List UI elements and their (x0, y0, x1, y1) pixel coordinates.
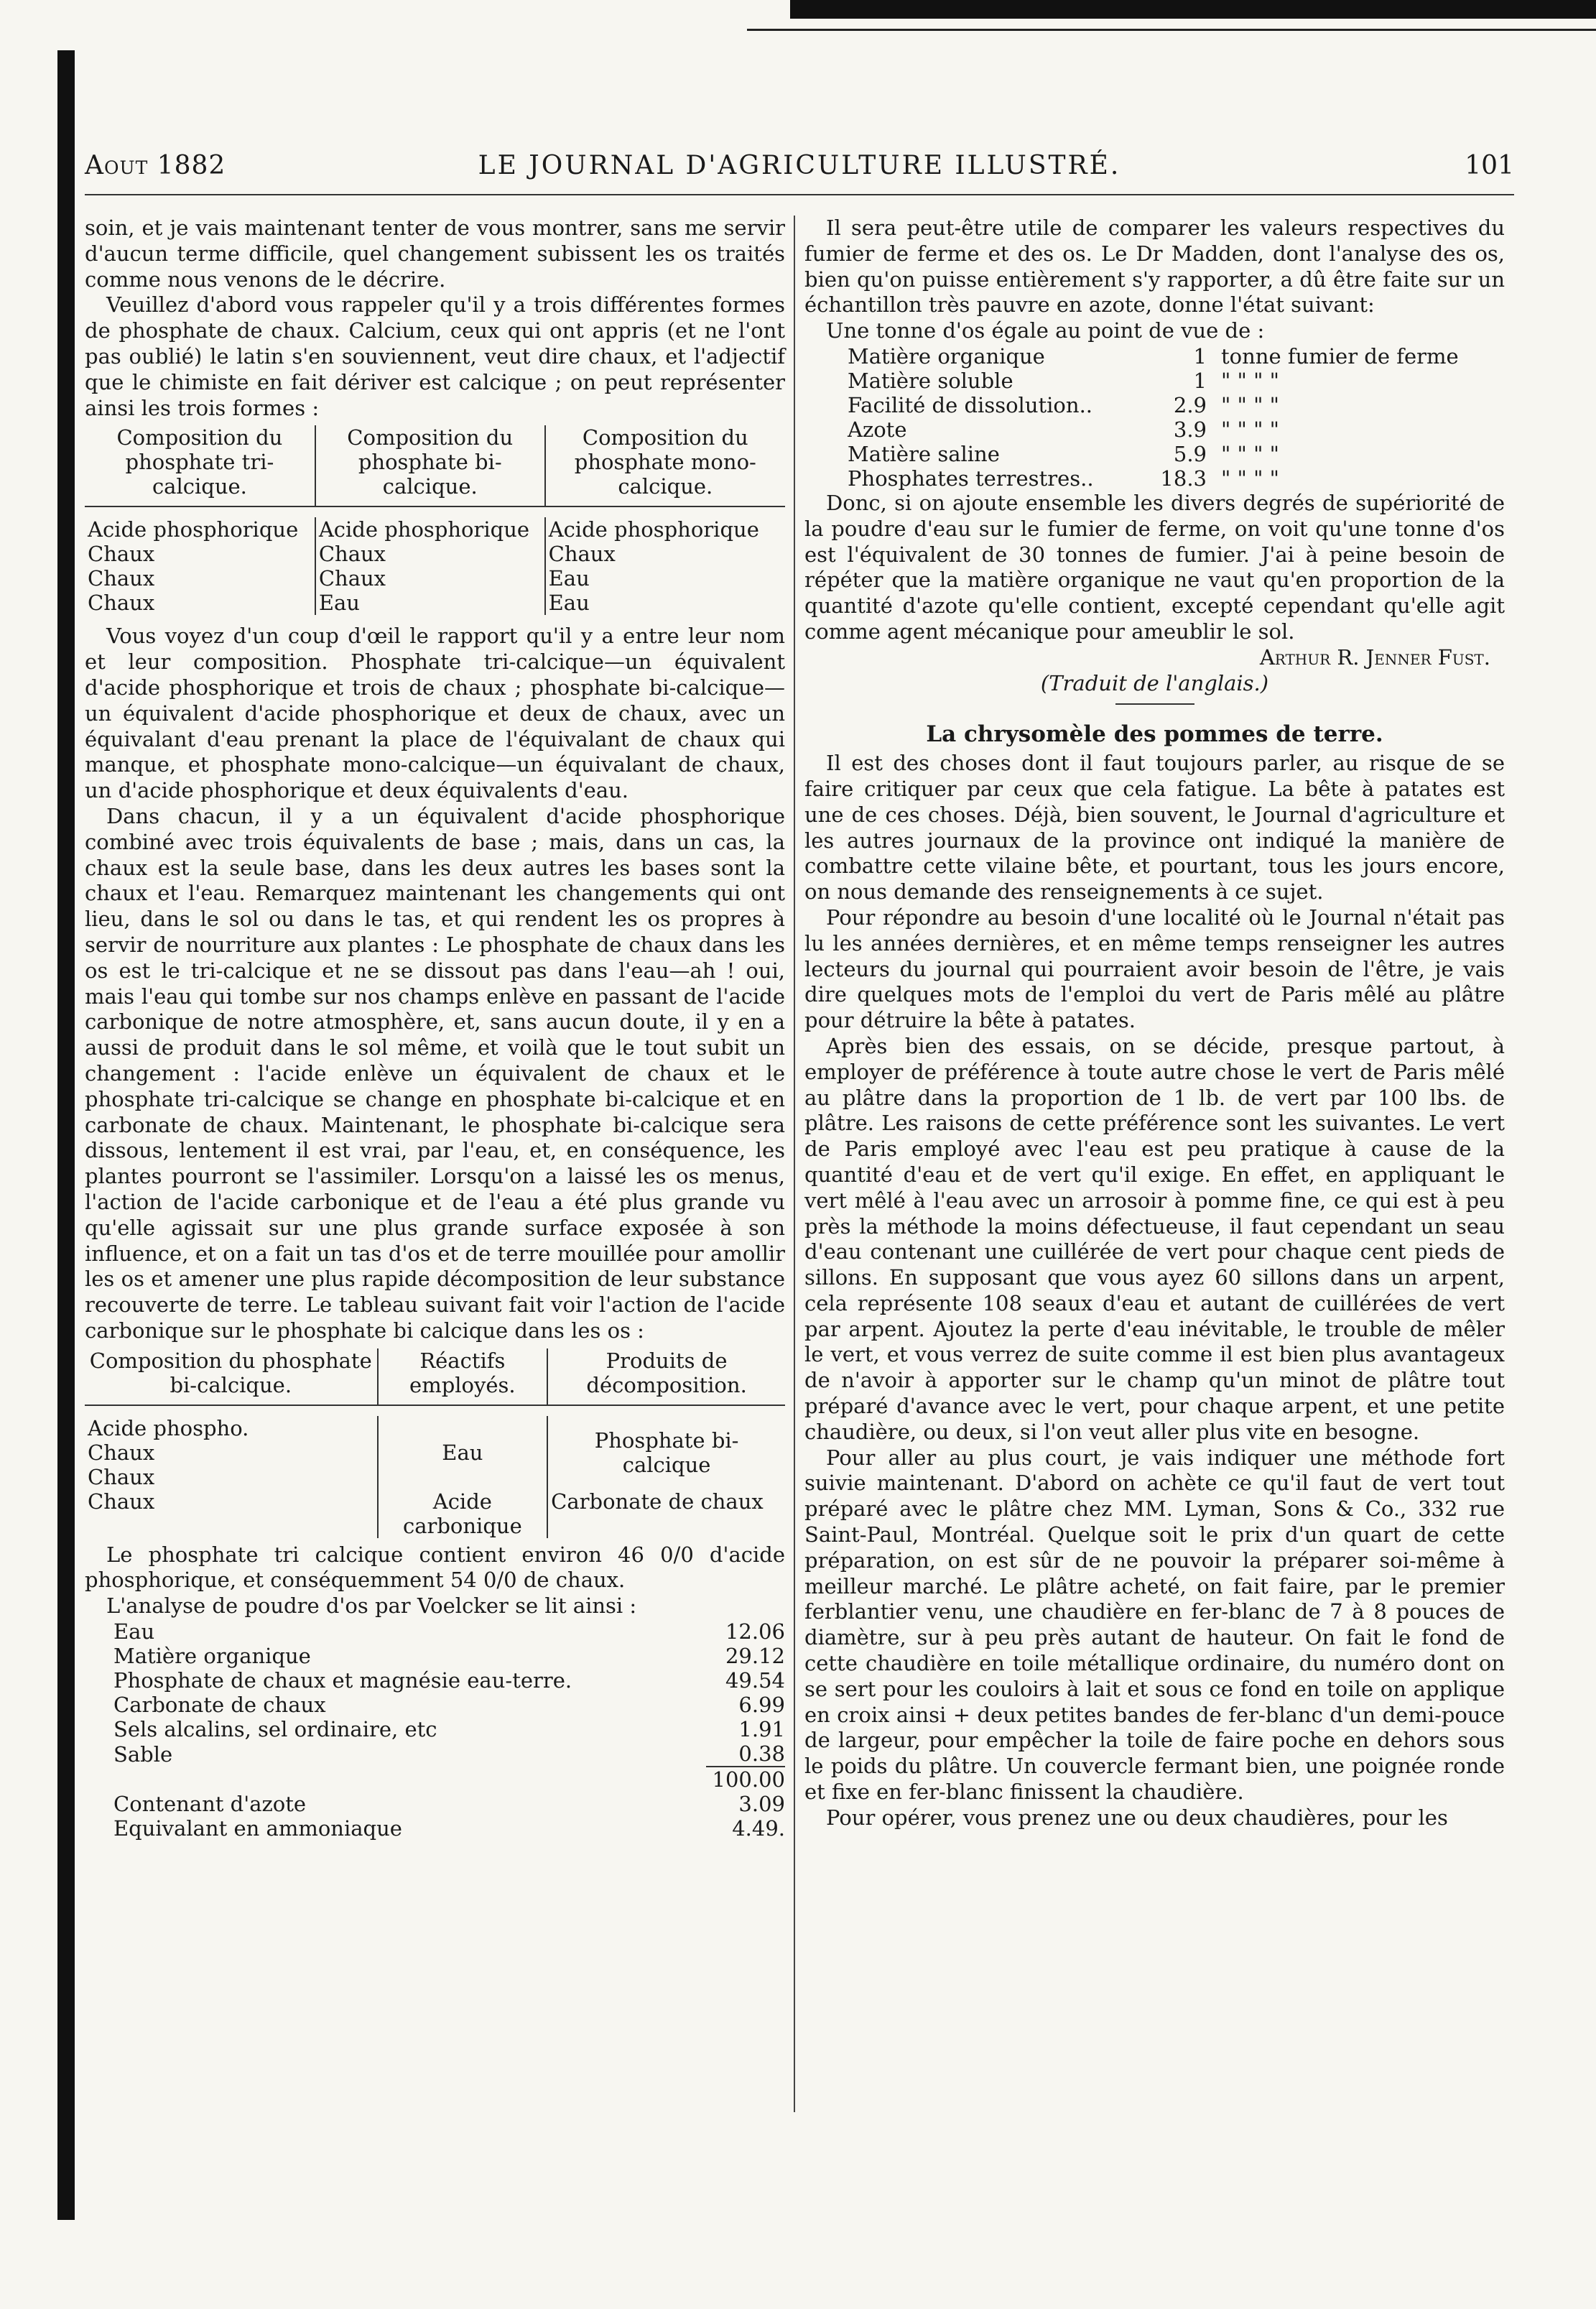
table-row (85, 591, 785, 615)
table-row (85, 1644, 785, 1668)
table-row (85, 1816, 785, 1841)
table-row (85, 1489, 785, 1538)
reaction-table (85, 1348, 785, 1538)
table-row (85, 566, 785, 591)
table-row (804, 466, 1505, 491)
right-column (804, 216, 1505, 1831)
table-header: Réactifs employés. (378, 1348, 548, 1405)
paragraph: Le phosphate tri calcique contient environ 46 0/0 d'acide phosphorique, et conséquemment 54 0/0 de chaux. (85, 1542, 785, 1593)
compare-label: Azote (848, 417, 907, 442)
analysis-label: Equivalant en ammoniaque (113, 1816, 402, 1841)
analysis-label: Phosphate de chaux et magnésie eau-terre. (113, 1668, 572, 1693)
compare-value: 2.9 (1173, 392, 1207, 417)
compare-value: 1 (1193, 343, 1207, 369)
section-divider (1115, 703, 1194, 705)
table-cell: Chaux (88, 591, 155, 616)
compare-text: " " " " (1221, 392, 1280, 417)
compare-text: " " " " (1221, 441, 1280, 466)
table-cell: Phosphate bi-calcique (547, 1416, 785, 1489)
table-cell: Chaux (315, 566, 545, 591)
table-cell: Chaux (88, 566, 155, 591)
table-cell: Chaux (315, 542, 545, 566)
compare-label: Facilité de dissolution.. (848, 392, 1093, 417)
table-cell: Acide phosphorique (545, 517, 785, 542)
paragraph: L'analyse de poudre d'os par Voelcker se lit ainsi : (106, 1593, 637, 1619)
paragraph: Dans chacun, il y a un équivalent d'acide phosphorique combiné avec trois équivalents de base ; mais, dans un cas, la chaux est la seule base, dans les deux autres les bases sont la chaux et l'eau. Remarquez maintenant les changements qui ont lieu, dans le sol ou dans le tas, et qui rendent les os propres à servir de nourriture aux plantes : Le phosphate de chaux dans les os est le tri-calcique et ne se dissout pas dans l'eau—ah ! oui, mais l'eau qui tombe sur nos champs enlève en passant de l'acide carbonique de notre atmosphère, et, sans aucun doute, il y en a aussi de produit dans le sol même, et voilà que le tout subit un changement : l'acide enlève un équivalent de chaux et le phosphate tri-calcique se change en phosphate bi-calcique et en carbonate de chaux. Maintenant, le phosphate bi-calcique sera dissous, lentement il est vrai, par l'eau, et, en conséquence, les plantes pourront se l'assimiler. Lorsqu'on a laissé les os menus, l'action de l'acide carbonique et de l'eau a été plus grande vu qu'elle agissait sur une plus grande surface exposée à son influence, et on a fait un tas d'os et de terre mouillée pour amollir les os et amener une plus rapide décomposition de leur substance recouverte de terre. Le tableau suivant fait voir l'action de l'acide carbonique sur le phosphate bi calcique dans les os : (85, 803, 785, 1343)
table-cell: Chaux (88, 1489, 155, 1514)
comparison-table (804, 344, 1505, 491)
analysis-label: Carbonate de chaux (113, 1693, 326, 1718)
table-header: Composition du phosphate bi-calcique. (85, 1348, 378, 1405)
journal-title: LE JOURNAL D'AGRICULTURE ILLUSTRÉ. (478, 151, 1121, 180)
article-title: La chrysomèle des pommes de terre. (926, 721, 1383, 748)
compare-text: " " " " (1221, 368, 1280, 393)
table-cell: Acide phosphorique (315, 517, 545, 542)
compare-value: 18.3 (1160, 466, 1207, 491)
compare-value: 5.9 (1173, 441, 1207, 466)
table-row (804, 369, 1505, 393)
analysis-table (85, 1619, 785, 1841)
page-header (85, 151, 1514, 187)
header-date: Aout 1882 (85, 151, 226, 180)
paragraph: Pour aller au plus court, je vais indiquer une méthode fort suivie maintenant. D'abord on achète ce qu'il faut de vert tout préparé avec le plâtre chez MM. Lyman, Sons & Co., 332 rue Saint-Paul, Montréal. Quelque soit le prix d'un quart de cette préparation, on est sûr de ne pouvoir la préparer soi-même à meilleur marché. Le plâtre acheté, on fait faire, par le premier ferblantier venu, une chaudière en fer-blanc de 7 à 8 pouces de diamètre, sur à peu près autant de hauteur. On fait le fond de cette chaudière en toile métallique ordinaire, du numéro dont on se sert pour les couloirs à lait et sous ce fond en toile on applique en croix ainsi + deux petites bandes de fer-blanc d'un demi-pouce de largeur, pour empêcher la toile de faire poche en dehors sous le poids du plâtre. Un couvercle fermant bien, une poignée ronde et fixe en fer-blanc finissent la chaudière. (804, 1445, 1505, 1805)
analysis-label: Sels alcalins, sel ordinaire, etc (113, 1717, 437, 1742)
paragraph: Veuillez d'abord vous rappeler qu'il y a trois différentes formes de phosphate de chaux. Calcium, ceux qui ont appris (et ne l'ont pas oublié) le latin s'en souviennent, veut dire chaux, et l'adjectif que le chimiste en fait dériver est calcique ; on peut représenter ainsi les trois formes : (85, 292, 785, 420)
table-cell: Chaux (88, 1464, 155, 1489)
compare-text: " " " " (1221, 417, 1280, 442)
table-header: Composition du phosphate bi-calcique. (315, 425, 545, 506)
analysis-value: 29.12 (725, 1644, 785, 1669)
page-number: 101 (1465, 151, 1514, 180)
analysis-label: Sable (113, 1741, 173, 1767)
header-rule (85, 194, 1514, 195)
table-row (85, 1717, 785, 1741)
compare-value: 1 (1193, 368, 1207, 393)
table-cell: Acide carbonique (378, 1489, 548, 1538)
paragraph: soin, et je vais maintenant tenter de vous montrer, sans me servir d'aucun terme difficile, quel changement subissent les os traités comme nous venons de le décrire. (85, 216, 785, 292)
table-row (804, 393, 1505, 417)
compare-text: tonne fumier de ferme (1221, 343, 1459, 369)
table-row (85, 542, 785, 566)
table-cell: Eau (378, 1416, 548, 1489)
scan-edge-line (747, 29, 1596, 31)
table-cell: Acide phospho. (88, 1415, 249, 1440)
analysis-value: 49.54 (725, 1668, 785, 1693)
left-column (85, 216, 785, 1841)
compare-value: 3.9 (1173, 417, 1207, 442)
compare-label: Matière saline (848, 441, 1000, 466)
table-cell: Chaux (88, 1440, 155, 1465)
table-row (85, 1741, 785, 1767)
paragraph: Pour opérer, vous prenez une ou deux chaudières, pour les (826, 1805, 1448, 1830)
author-signature: Arthur R. Jenner Fust. (1259, 644, 1490, 670)
paragraph: Une tonne d'os égale au point de vue de : (826, 318, 1265, 343)
table-cell: Eau (545, 566, 785, 591)
paragraph: Il sera peut-être utile de comparer les valeurs respectives du fumier de ferme et des os. Le Dr Madden, dont l'analyse des os, bien qu'on puisse entièrement s'y rapporter, a dû être faite sur un échantillon très pauvre en azote, donne l'état suivant: (804, 216, 1505, 318)
table-row (85, 1619, 785, 1644)
paragraph: Il est des choses dont il faut toujours parler, au risque de se faire critiquer par ceux que cela fatigue. La bête à patates est une de ces choses. Déjà, bien souvent, le Journal d'agriculture et les autres journaux de la province ont indiqué la manière de combattre cette vilaine bête, et pourtant, tous les jours encore, on nous demande des renseignements à ce sujet. (804, 751, 1505, 904)
table-cell: Acide phosphorique (88, 517, 299, 542)
compare-label: Matière soluble (848, 368, 1013, 393)
analysis-value: 4.49. (732, 1816, 785, 1841)
analysis-value: 1.91 (738, 1717, 785, 1742)
binding-shadow (57, 50, 75, 2220)
table-row (85, 1668, 785, 1693)
table-cell: Chaux (88, 542, 155, 567)
analysis-label: Matière organique (113, 1644, 311, 1669)
table-header: Produits de décomposition. (547, 1348, 785, 1405)
table-cell: Eau (315, 591, 545, 615)
paragraph: Après bien des essais, on se décide, presque partout, à employer de préférence à toute autre chose le vert de Paris mêlé au plâtre dans la proportion de 1 lb. de vert par 100 lbs. de plâtre. Les raisons de cette préférence sont les suivantes. Le vert de Paris employé avec l'eau est peu pratique à cause de la quantité d'eau et de vert qu'il exige. En effet, en appliquant le vert mêlé à l'eau avec un arrosoir à pomme fine, ce qui est à peu près la méthode la moins défectueuse, il faut cependant un seau d'eau contenant une cuillérée de vert pour chaque cent pieds de sillons. En supposant que vous ayez 60 sillons dans un arpent, cela représente 108 seaux d'eau et autant de cuillérées de vert par arpent. Ajoutez la perte d'eau inévitable, le trouble de mêler le vert, et vous verrez de suite comme il est bien plus avantageux de n'avoir à apporter sur le champ qu'un minot de plâtre tout préparé d'avance avec le vert, pour chaque arpent, et une petite chaudière, ou deux, si l'on veut aller plus vite en besogne. (804, 1033, 1505, 1444)
table-cell: Carbonate de chaux (547, 1489, 785, 1538)
paragraph: Pour répondre au besoin d'une localité où le Journal n'était pas lu les années dernières, et en même temps renseigner les autres lecteurs du journal qui pourraient avoir besoin de l'être, je vais dire quelques mots de l'emploi du vert de Paris mêlé au plâtre pour détruire la bête à patates. (804, 904, 1505, 1033)
table-header: Composition du phosphate mono-calcique. (545, 425, 785, 506)
table-row (85, 1693, 785, 1717)
analysis-total: 100.00 (706, 1767, 785, 1792)
table-row (85, 1416, 785, 1440)
analysis-label: Eau (113, 1619, 155, 1644)
analysis-value: 12.06 (725, 1619, 785, 1644)
table-row (85, 517, 785, 542)
compare-label: Phosphates terrestres.. (848, 466, 1094, 491)
analysis-value: 0.38 (738, 1741, 785, 1767)
table-row (804, 344, 1505, 369)
column-divider (794, 216, 795, 2112)
paragraph: Donc, si on ajoute ensemble les divers degrés de supériorité de la poudre d'eau sur le fumier de ferme, on voit qu'une tonne d'os est l'équivalent de 30 tonnes de fumier. J'ai à peine besoin de répéter que la matière organique ne vaut qu'en proportion de la quantité d'azote qu'elle contient, excepté cependant qu'elle agit comme agent mécanique pour ameublir le sol. (804, 490, 1505, 644)
paragraph: Vous voyez d'un coup d'œil le rapport qu'il y a entre leur nom et leur composition. Phosphate tri-calcique—un équivalent d'acide phosphorique et trois de chaux ; phosphate bi-calcique—un équivalent d'acide phosphorique et deux de chaux, avec un équivalant d'eau prenant la place de l'équivalant de chaux qui manque, et phosphate mono-calcique—un équivalant de chaux, un d'acide phosphorique et deux équivalents d'eau. (85, 624, 785, 803)
translation-note: (Traduit de l'anglais.) (1040, 670, 1269, 695)
table-header: Composition du phosphate tri-calcique. (85, 425, 315, 506)
analysis-value: 3.09 (738, 1792, 785, 1817)
table-cell: Eau (545, 591, 785, 615)
table-row (804, 417, 1505, 442)
table-cell: Chaux (545, 542, 785, 566)
table-row (85, 1792, 785, 1816)
scan-edge-bar (790, 0, 1596, 19)
compare-text: " " " " (1221, 466, 1280, 491)
compare-label: Matière organique (848, 343, 1045, 369)
table-row (804, 442, 1505, 466)
phosphate-forms-table (85, 425, 785, 615)
analysis-value: 6.99 (738, 1693, 785, 1718)
analysis-label: Contenant d'azote (113, 1792, 307, 1817)
table-row (85, 1767, 785, 1792)
